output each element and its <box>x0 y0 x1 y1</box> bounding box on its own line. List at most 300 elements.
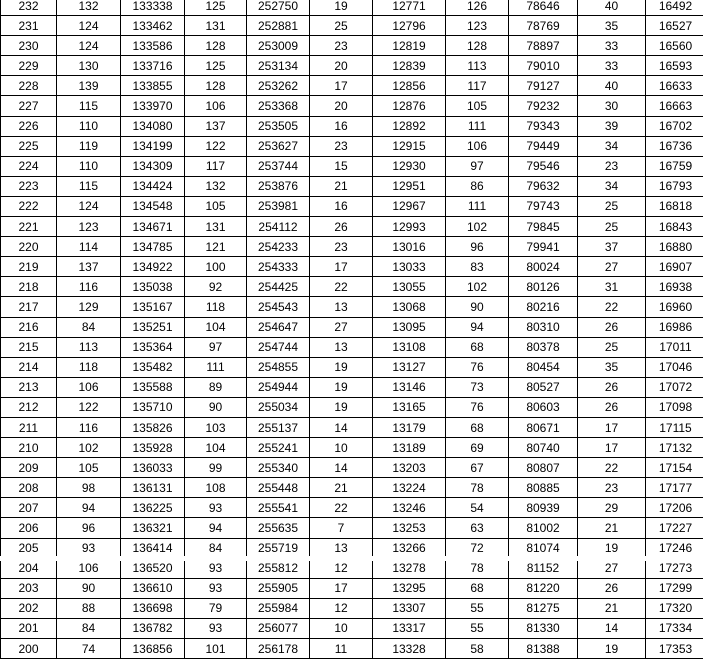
table-cell: 118 <box>185 297 247 317</box>
table-cell: 136610 <box>121 578 185 598</box>
table-row <box>1 578 703 598</box>
table-cell: 13224 <box>373 478 446 498</box>
table-cell: 116 <box>57 277 121 297</box>
table-cell: 16527 <box>646 16 703 36</box>
table-cell: 21 <box>578 598 646 618</box>
table-cell: 253009 <box>247 36 310 56</box>
table-cell: 117 <box>185 156 247 176</box>
table-cell: 31 <box>578 277 646 297</box>
table-cell: 134080 <box>121 116 185 136</box>
table-cell: 136131 <box>121 478 185 498</box>
table-cell: 256178 <box>247 639 310 659</box>
table-cell: 14 <box>578 618 646 638</box>
table-cell: 13189 <box>373 438 446 458</box>
table-cell: 80671 <box>509 417 578 437</box>
table-cell: 74 <box>57 639 121 659</box>
table-cell: 139 <box>57 76 121 96</box>
table-cell: 106 <box>57 558 121 578</box>
table-cell: 213 <box>1 377 57 397</box>
table-cell: 17132 <box>646 438 703 458</box>
table-cell: 83 <box>446 257 509 277</box>
table-cell: 12993 <box>373 217 446 237</box>
table-cell: 11 <box>310 639 373 659</box>
table-cell: 80216 <box>509 297 578 317</box>
table-cell: 125 <box>185 56 247 76</box>
table-cell: 81388 <box>509 639 578 659</box>
table-cell: 69 <box>446 438 509 458</box>
table-cell: 78 <box>446 558 509 578</box>
table-cell: 79449 <box>509 136 578 156</box>
table-cell: 254543 <box>247 297 310 317</box>
table-cell: 115 <box>57 96 121 116</box>
table-cell: 136225 <box>121 498 185 518</box>
table-cell: 12856 <box>373 76 446 96</box>
table-cell: 17 <box>310 257 373 277</box>
table-cell: 252750 <box>247 0 310 16</box>
table-cell: 80527 <box>509 377 578 397</box>
table-cell: 132 <box>185 176 247 196</box>
table-cell: 22 <box>578 458 646 478</box>
table-cell: 209 <box>1 458 57 478</box>
table-row <box>1 257 703 277</box>
table-cell: 76 <box>446 357 509 377</box>
table-cell: 55 <box>446 598 509 618</box>
table-cell: 16960 <box>646 297 703 317</box>
table-cell: 111 <box>446 196 509 216</box>
table-row <box>1 16 703 36</box>
table-cell: 26 <box>578 317 646 337</box>
table-cell: 103 <box>185 417 247 437</box>
table-cell: 13278 <box>373 558 446 578</box>
table-cell: 255812 <box>247 558 310 578</box>
table-cell: 124 <box>57 196 121 216</box>
table-cell: 12967 <box>373 196 446 216</box>
table-cell: 222 <box>1 196 57 216</box>
table-cell: 126 <box>446 0 509 16</box>
table-cell: 134309 <box>121 156 185 176</box>
table-cell: 253262 <box>247 76 310 96</box>
table-cell: 93 <box>185 578 247 598</box>
table-cell: 123 <box>446 16 509 36</box>
table-cell: 17154 <box>646 458 703 478</box>
table-cell: 80378 <box>509 337 578 357</box>
table-cell: 255340 <box>247 458 310 478</box>
table-cell: 16736 <box>646 136 703 156</box>
table-cell: 132 <box>57 0 121 16</box>
table-cell: 254233 <box>247 237 310 257</box>
table-cell: 14 <box>310 458 373 478</box>
table-row <box>1 116 703 136</box>
table-cell: 16880 <box>646 237 703 257</box>
table-cell: 81220 <box>509 578 578 598</box>
table-cell: 25 <box>578 337 646 357</box>
table-row <box>1 36 703 56</box>
table-cell: 215 <box>1 337 57 357</box>
table-cell: 19 <box>310 0 373 16</box>
table-cell: 137 <box>185 116 247 136</box>
table-cell: 136321 <box>121 518 185 538</box>
table-cell: 136698 <box>121 598 185 618</box>
table-cell: 102 <box>57 438 121 458</box>
table-cell: 115 <box>57 176 121 196</box>
table-cell: 16843 <box>646 217 703 237</box>
table-cell: 206 <box>1 518 57 538</box>
table-row <box>1 76 703 96</box>
table-cell: 13295 <box>373 578 446 598</box>
table-cell: 25 <box>310 16 373 36</box>
table-cell: 12915 <box>373 136 446 156</box>
table-cell: 253368 <box>247 96 310 116</box>
table-row <box>1 478 703 498</box>
table-row <box>1 518 703 538</box>
table-cell: 84 <box>57 317 121 337</box>
table-cell: 217 <box>1 297 57 317</box>
table-cell: 68 <box>446 578 509 598</box>
table-cell: 25 <box>578 196 646 216</box>
table-cell: 27 <box>310 317 373 337</box>
table-row <box>1 217 703 237</box>
table-cell: 12771 <box>373 0 446 16</box>
table-cell: 134548 <box>121 196 185 216</box>
table-cell: 34 <box>578 176 646 196</box>
table-cell: 93 <box>185 618 247 638</box>
table-cell: 17 <box>310 76 373 96</box>
table-cell: 207 <box>1 498 57 518</box>
table-cell: 99 <box>185 458 247 478</box>
table-row <box>1 317 703 337</box>
table-cell: 118 <box>57 357 121 377</box>
table-row <box>1 237 703 257</box>
table-cell: 226 <box>1 116 57 136</box>
table-cell: 13108 <box>373 337 446 357</box>
table-cell: 135710 <box>121 397 185 417</box>
table-cell: 230 <box>1 36 57 56</box>
table-cell: 133586 <box>121 36 185 56</box>
table-cell: 79743 <box>509 196 578 216</box>
table-cell: 134922 <box>121 257 185 277</box>
table-cell: 136520 <box>121 558 185 578</box>
table-cell: 80939 <box>509 498 578 518</box>
table-cell: 98 <box>57 478 121 498</box>
table-cell: 21 <box>310 176 373 196</box>
table-cell: 214 <box>1 357 57 377</box>
table-cell: 13016 <box>373 237 446 257</box>
table-cell: 80740 <box>509 438 578 458</box>
table-cell: 106 <box>446 136 509 156</box>
table-cell: 227 <box>1 96 57 116</box>
table-cell: 16560 <box>646 36 703 56</box>
table-cell: 16938 <box>646 277 703 297</box>
table-cell: 116 <box>57 417 121 437</box>
table-cell: 27 <box>578 257 646 277</box>
table-cell: 88 <box>57 598 121 618</box>
table-cell: 17046 <box>646 357 703 377</box>
table-cell: 253744 <box>247 156 310 176</box>
table-cell: 81275 <box>509 598 578 618</box>
table-cell: 13307 <box>373 598 446 618</box>
table-cell: 16702 <box>646 116 703 136</box>
table-cell: 105 <box>57 458 121 478</box>
table-cell: 136414 <box>121 538 185 558</box>
table-cell: 122 <box>57 397 121 417</box>
table-cell: 68 <box>446 417 509 437</box>
table-cell: 19 <box>578 639 646 659</box>
table-cell: 79546 <box>509 156 578 176</box>
table-cell: 253134 <box>247 56 310 76</box>
table-cell: 17227 <box>646 518 703 538</box>
table-cell: 26 <box>310 217 373 237</box>
table-cell: 218 <box>1 277 57 297</box>
table-cell: 122 <box>185 136 247 156</box>
table-cell: 13203 <box>373 458 446 478</box>
table-cell: 13179 <box>373 417 446 437</box>
table-cell: 255034 <box>247 397 310 417</box>
table-cell: 130 <box>57 56 121 76</box>
table-cell: 12876 <box>373 96 446 116</box>
table-cell: 133855 <box>121 76 185 96</box>
table-cell: 13095 <box>373 317 446 337</box>
table-cell: 16 <box>310 196 373 216</box>
table-cell: 133462 <box>121 16 185 36</box>
table-cell: 23 <box>310 36 373 56</box>
table-row <box>1 377 703 397</box>
table-cell: 255905 <box>247 578 310 598</box>
table-cell: 100 <box>185 257 247 277</box>
table-cell: 33 <box>578 36 646 56</box>
table-cell: 7 <box>310 518 373 538</box>
table-cell: 68 <box>446 337 509 357</box>
table-cell: 29 <box>578 498 646 518</box>
table-cell: 17353 <box>646 639 703 659</box>
table-cell: 210 <box>1 438 57 458</box>
table-cell: 35 <box>578 16 646 36</box>
table-cell: 117 <box>446 76 509 96</box>
table-cell: 13055 <box>373 277 446 297</box>
table-cell: 16818 <box>646 196 703 216</box>
table-cell: 131 <box>185 16 247 36</box>
table-cell: 101 <box>185 639 247 659</box>
table-cell: 133716 <box>121 56 185 76</box>
table-row <box>1 397 703 417</box>
table-cell: 12 <box>310 598 373 618</box>
table-cell: 84 <box>57 618 121 638</box>
table-cell: 110 <box>57 116 121 136</box>
table-row <box>1 0 703 16</box>
table-cell: 89 <box>185 377 247 397</box>
table-row <box>1 639 703 659</box>
table-cell: 16986 <box>646 317 703 337</box>
table-cell: 106 <box>185 96 247 116</box>
table-cell: 128 <box>446 36 509 56</box>
table-cell: 134424 <box>121 176 185 196</box>
table-row <box>1 417 703 437</box>
table-cell: 97 <box>185 337 247 357</box>
table-cell: 17 <box>310 578 373 598</box>
table-cell: 202 <box>1 598 57 618</box>
table-cell: 114 <box>57 237 121 257</box>
table-cell: 10 <box>310 438 373 458</box>
table-row <box>1 297 703 317</box>
table-cell: 16633 <box>646 76 703 96</box>
table-cell: 105 <box>185 196 247 216</box>
table-cell: 17299 <box>646 578 703 598</box>
table-cell: 255984 <box>247 598 310 618</box>
table-cell: 81074 <box>509 538 578 558</box>
table-cell: 255719 <box>247 538 310 558</box>
table-cell: 254744 <box>247 337 310 357</box>
table-cell: 23 <box>310 237 373 257</box>
table-cell: 20 <box>310 56 373 76</box>
table-cell: 105 <box>446 96 509 116</box>
table-row <box>1 558 703 578</box>
table-cell: 22 <box>578 297 646 317</box>
table-cell: 80807 <box>509 458 578 478</box>
table-cell: 136856 <box>121 639 185 659</box>
table-cell: 23 <box>310 136 373 156</box>
table-cell: 40 <box>578 0 646 16</box>
table-cell: 123 <box>57 217 121 237</box>
table-cell: 94 <box>185 518 247 538</box>
table-cell: 20 <box>310 96 373 116</box>
table-cell: 22 <box>310 277 373 297</box>
table-cell: 39 <box>578 116 646 136</box>
table-cell: 102 <box>446 217 509 237</box>
table-cell: 133338 <box>121 0 185 16</box>
table-cell: 86 <box>446 176 509 196</box>
table-cell: 113 <box>446 56 509 76</box>
table-cell: 54 <box>446 498 509 518</box>
table-cell: 134671 <box>121 217 185 237</box>
table-cell: 135167 <box>121 297 185 317</box>
table-cell: 128 <box>185 76 247 96</box>
table-cell: 135826 <box>121 417 185 437</box>
table-cell: 254333 <box>247 257 310 277</box>
table-cell: 255541 <box>247 498 310 518</box>
footer-strip <box>0 556 703 561</box>
table-cell: 13 <box>310 337 373 357</box>
table-cell: 223 <box>1 176 57 196</box>
table-cell: 231 <box>1 16 57 36</box>
table-cell: 78646 <box>509 0 578 16</box>
table-cell: 102 <box>446 277 509 297</box>
table-cell: 17 <box>578 438 646 458</box>
table-cell: 135482 <box>121 357 185 377</box>
table-cell: 16793 <box>646 176 703 196</box>
table-cell: 219 <box>1 257 57 277</box>
table-row <box>1 96 703 116</box>
table-cell: 13033 <box>373 257 446 277</box>
table-cell: 19 <box>310 377 373 397</box>
table-cell: 228 <box>1 76 57 96</box>
table-cell: 113 <box>57 337 121 357</box>
table-cell: 253505 <box>247 116 310 136</box>
table-cell: 81330 <box>509 618 578 638</box>
table-cell: 16 <box>310 116 373 136</box>
table-cell: 10 <box>310 618 373 638</box>
table-cell: 96 <box>446 237 509 257</box>
table-cell: 254647 <box>247 317 310 337</box>
table-cell: 79232 <box>509 96 578 116</box>
table-cell: 16759 <box>646 156 703 176</box>
table-cell: 79941 <box>509 237 578 257</box>
table-cell: 40 <box>578 76 646 96</box>
table-cell: 111 <box>446 116 509 136</box>
table-cell: 253627 <box>247 136 310 156</box>
table-cell: 254944 <box>247 377 310 397</box>
table-cell: 13253 <box>373 518 446 538</box>
table-cell: 17011 <box>646 337 703 357</box>
table-cell: 26 <box>578 397 646 417</box>
table-cell: 17320 <box>646 598 703 618</box>
table-row <box>1 136 703 156</box>
table-cell: 80885 <box>509 478 578 498</box>
table-cell: 35 <box>578 357 646 377</box>
table-cell: 55 <box>446 618 509 638</box>
table-cell: 17273 <box>646 558 703 578</box>
table-cell: 129 <box>57 297 121 317</box>
table-row <box>1 598 703 618</box>
table-cell: 134785 <box>121 237 185 257</box>
table-cell: 93 <box>185 498 247 518</box>
table-cell: 26 <box>578 578 646 598</box>
table-cell: 94 <box>446 317 509 337</box>
table-cell: 13246 <box>373 498 446 518</box>
table-cell: 220 <box>1 237 57 257</box>
table-cell: 12951 <box>373 176 446 196</box>
table-cell: 12796 <box>373 16 446 36</box>
table-cell: 253876 <box>247 176 310 196</box>
table-row <box>1 618 703 638</box>
table-cell: 134199 <box>121 136 185 156</box>
table-cell: 93 <box>57 538 121 558</box>
table-cell: 254425 <box>247 277 310 297</box>
table-cell: 90 <box>446 297 509 317</box>
table-cell: 216 <box>1 317 57 337</box>
table-cell: 17098 <box>646 397 703 417</box>
table-cell: 78 <box>446 478 509 498</box>
table-cell: 79343 <box>509 116 578 136</box>
table-cell: 78897 <box>509 36 578 56</box>
table-cell: 12930 <box>373 156 446 176</box>
table-cell: 79127 <box>509 76 578 96</box>
table-cell: 200 <box>1 639 57 659</box>
table-cell: 204 <box>1 558 57 578</box>
table-cell: 104 <box>185 317 247 337</box>
table-cell: 137 <box>57 257 121 277</box>
table-cell: 125 <box>185 0 247 16</box>
table-cell: 16492 <box>646 0 703 16</box>
table-cell: 13068 <box>373 297 446 317</box>
table-cell: 81002 <box>509 518 578 538</box>
table-row <box>1 498 703 518</box>
table-cell: 79 <box>185 598 247 618</box>
table-cell: 17072 <box>646 377 703 397</box>
table-cell: 12819 <box>373 36 446 56</box>
table-cell: 12839 <box>373 56 446 76</box>
table-cell: 96 <box>57 518 121 538</box>
table-cell: 25 <box>578 217 646 237</box>
table-cell: 79010 <box>509 56 578 76</box>
table-cell: 224 <box>1 156 57 176</box>
table-cell: 80603 <box>509 397 578 417</box>
table-cell: 254112 <box>247 217 310 237</box>
table-cell: 135038 <box>121 277 185 297</box>
table-cell: 221 <box>1 217 57 237</box>
table-cell: 26 <box>578 377 646 397</box>
table-cell: 80024 <box>509 257 578 277</box>
table-cell: 67 <box>446 458 509 478</box>
table-cell: 72 <box>446 538 509 558</box>
